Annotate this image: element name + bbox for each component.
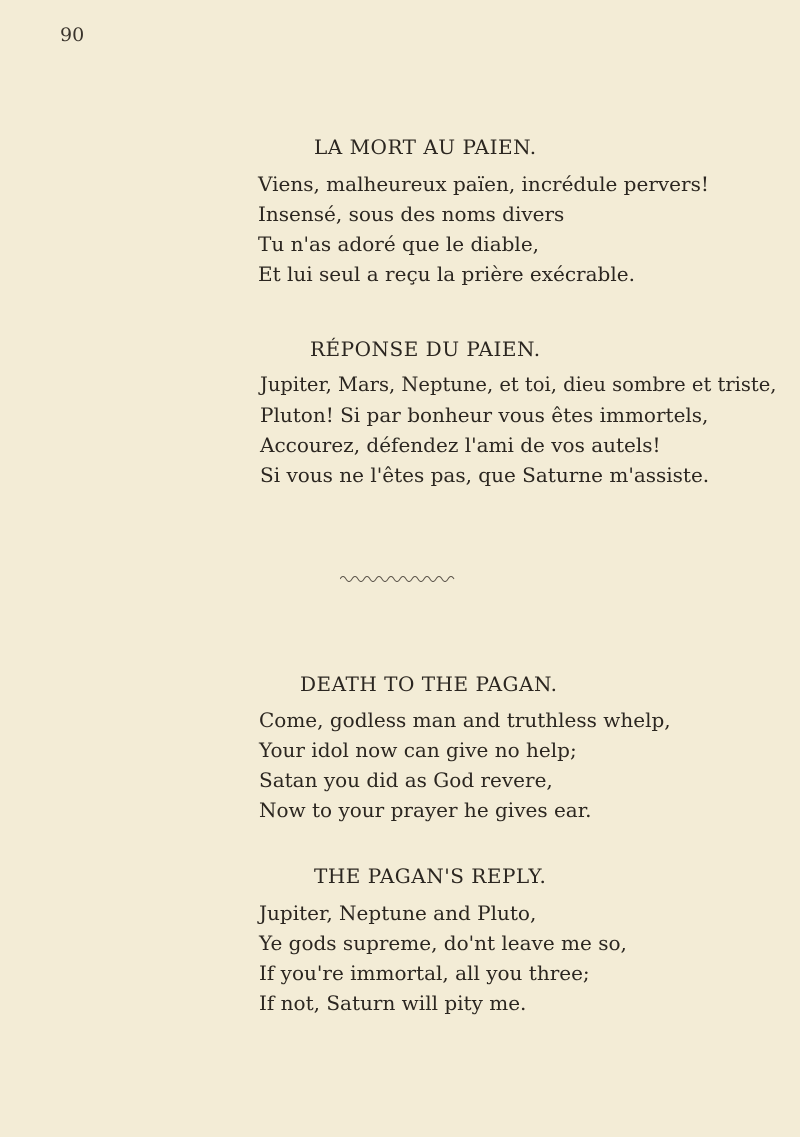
verse-line: If not, Saturn will pity me. (259, 991, 527, 1015)
verse-line: Viens, malheureux païen, incrédule pervers! (258, 172, 709, 196)
verse-line: Come, godless man and truthless whelp, (259, 708, 671, 732)
french-death-title: LA MORT AU PAIEN. (314, 135, 537, 159)
english-reply-verse (259, 898, 800, 1018)
verse-line: Your idol now can give no help; (259, 738, 577, 762)
english-death-heading-wrap (300, 670, 800, 698)
page-number: 90 (60, 24, 85, 46)
english-reply-heading-wrap (314, 862, 800, 890)
verse-line: Ye gods supreme, do'nt leave me so, (259, 931, 627, 955)
verse-line: Jupiter, Neptune and Pluto, (259, 901, 537, 925)
verse-line: Insensé, sous des noms divers (258, 202, 565, 226)
wavy-rule-ornament-icon (340, 573, 458, 585)
verse-line: Si vous ne l'êtes pas, que Saturne m'assiste. (260, 463, 710, 487)
verse-line: Pluton! Si par bonheur vous êtes immortels, (260, 403, 709, 427)
french-reply-title: RÉPONSE DU PAIEN. (310, 337, 541, 361)
english-death-verse (259, 705, 800, 825)
french-death-verse (258, 169, 800, 289)
english-death-title: DEATH TO THE PAGAN. (300, 672, 558, 696)
verse-line: Tu n'as adoré que le diable, (258, 232, 540, 256)
french-reply-heading-wrap (310, 335, 800, 363)
verse-line: Et lui seul a reçu la prière exécrable. (258, 262, 635, 286)
english-reply-title: THE PAGAN'S REPLY. (314, 864, 547, 888)
french-reply-verse (260, 370, 800, 490)
verse-line: Jupiter, Mars, Neptune, et toi, dieu sombre et triste, (260, 373, 777, 396)
verse-line: If you're immortal, all you three; (259, 961, 590, 985)
verse-line: Accourez, défendez l'ami de vos autels! (260, 433, 661, 457)
verse-line: Satan you did as God revere, (259, 768, 553, 792)
french-death-stanza (274, 133, 800, 161)
verse-line: Now to your prayer he gives ear. (259, 798, 592, 822)
